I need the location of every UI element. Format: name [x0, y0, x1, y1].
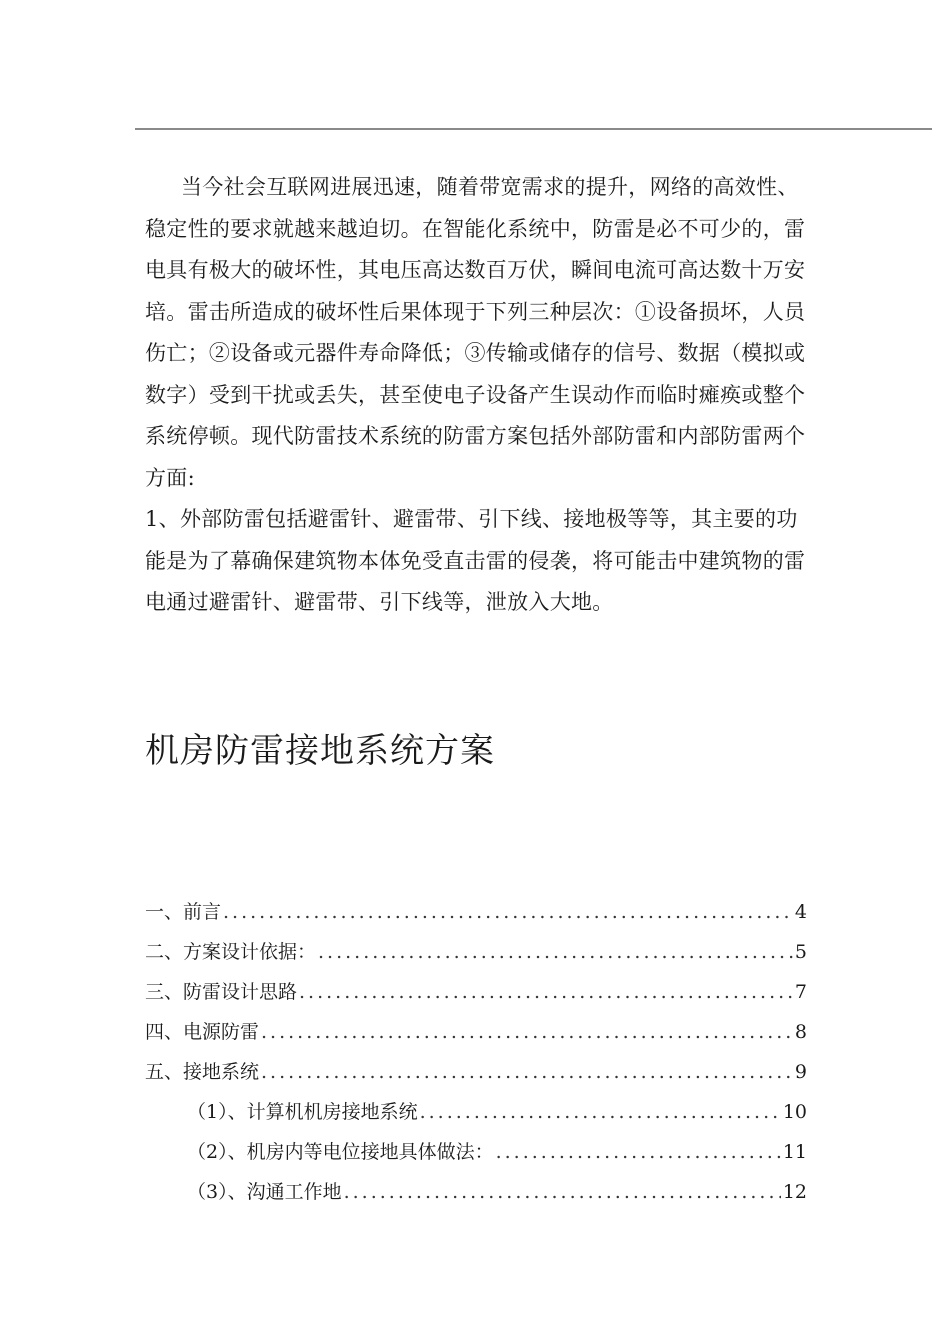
toc-leader: [261, 1012, 793, 1052]
toc-entry-page: 7: [794, 981, 807, 1003]
toc-entry-label: （2）、机房内等电位接地具体做法：: [187, 1141, 494, 1163]
toc-entry-page: 8: [794, 1021, 807, 1043]
toc-entry-design-approach[interactable]: [145, 972, 807, 1012]
toc-entry-page: 11: [782, 1141, 807, 1163]
toc-leader: [299, 972, 793, 1012]
toc-entry-page: 9: [794, 1061, 807, 1083]
toc-leader: [344, 1172, 781, 1212]
toc-entry-design-basis[interactable]: [145, 932, 807, 972]
toc-entry-label: 一、前言: [145, 901, 222, 923]
toc-entry-page: 12: [782, 1181, 807, 1203]
toc-leader: [496, 1132, 781, 1172]
toc-entry-equipotential-grounding[interactable]: [145, 1132, 807, 1172]
toc-leader: [261, 1052, 793, 1092]
toc-entry-label: （3）、沟通工作地: [187, 1181, 342, 1203]
toc-entry-power-protection[interactable]: [145, 1012, 807, 1052]
toc-leader: [420, 1092, 781, 1132]
toc-entry-working-ground[interactable]: [145, 1172, 807, 1212]
toc-entry-computer-room-grounding[interactable]: [145, 1092, 807, 1132]
table-of-contents: [145, 892, 807, 1212]
external-protection-paragraph: 1、外部防雷包括避雷针、避雷带、引下线、接地极等等，其主要的功能是为了幕确保建筑物本体免受直击雷的侵袭，将可能击中建筑物的雷电通过避雷针、避雷带、引下线等，泄放入大地。: [145, 507, 806, 614]
toc-entry-label: 四、电源防雷: [145, 1021, 260, 1043]
toc-entry-page: 4: [794, 901, 807, 923]
body-text: [145, 167, 810, 624]
toc-leader: [223, 892, 793, 932]
intro-paragraph: 当今社会互联网进展迅速，随着带宽需求的提升，网络的高效性、稳定性的要求就越来越迫切。在智能化系统中，防雷是必不可少的，雷电具有极大的破坏性，其电压高达数百万伏，瞬间电流可高达数十万安培。雷击所造成的破坏性后果体现于下列三种层次：①设备损坏，人员伤亡；②设备或元器件寿命降低；③传输或储存的信号、数据（模拟或数字）受到干扰或丢失，甚至使电子设备产生误动作而临时瘫痪或整个系统停顿。现代防雷技术系统的防雷方案包括外部防雷和内部防雷两个方面:: [145, 175, 806, 490]
document-title: 机房防雷接地系统方案: [145, 731, 495, 771]
header-rule: [135, 128, 932, 130]
toc-entry-label: 三、防雷设计思路: [145, 981, 298, 1003]
toc-leader: [318, 932, 793, 972]
toc-entry-page: 10: [782, 1101, 807, 1123]
toc-entry-label: 二、方案设计依据：: [145, 941, 317, 963]
toc-entry-label: （1）、计算机机房接地系统: [187, 1101, 418, 1123]
toc-entry-label: 五、接地系统: [145, 1061, 260, 1083]
toc-entry-grounding-system[interactable]: [145, 1052, 807, 1092]
toc-entry-preface[interactable]: [145, 892, 807, 932]
toc-entry-page: 5: [794, 941, 807, 963]
